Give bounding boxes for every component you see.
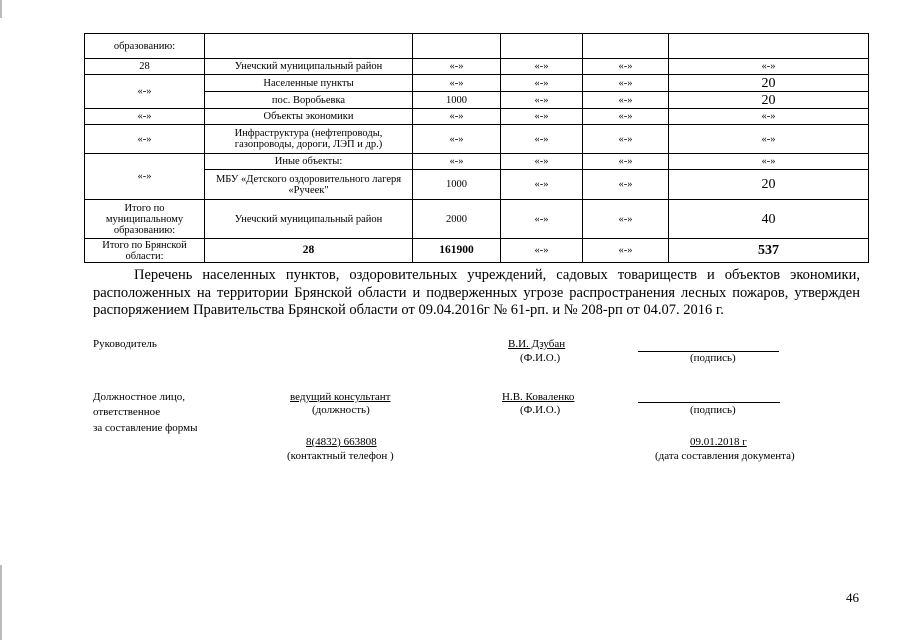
table-cell: 20 xyxy=(669,75,869,92)
table-cell: 40 xyxy=(669,200,869,239)
table-cell: Унечский муниципальный район xyxy=(205,59,413,75)
table-cell xyxy=(413,34,501,59)
table-cell: 537 xyxy=(669,239,869,263)
table-row xyxy=(85,200,869,239)
scan-edge-top xyxy=(0,0,2,18)
table-cell: «-» xyxy=(413,75,501,92)
table-cell-group: «-» xyxy=(85,75,205,109)
table-row xyxy=(85,109,869,125)
page-number: 46 xyxy=(846,590,859,605)
table-cell: 28 xyxy=(205,239,413,263)
table-cell: образованию: xyxy=(85,34,205,59)
table-cell: 161900 xyxy=(413,239,501,263)
table-row xyxy=(85,154,869,170)
table-cell: «-» xyxy=(501,125,583,154)
table-cell xyxy=(583,34,669,59)
table-cell: «-» xyxy=(501,75,583,92)
table-cell: Итого по муниципальному образованию: xyxy=(85,200,205,239)
table-cell: «-» xyxy=(583,200,669,239)
fire-risk-table xyxy=(84,33,869,263)
date-value: 09.01.2018 г xyxy=(690,436,747,448)
table-cell: Иные объекты: xyxy=(205,154,413,170)
date-caption: (дата составления документа) xyxy=(655,450,795,462)
table-cell: Инфраструктура (нефтепроводы, газопроводы, дороги, ЛЭП и др.) xyxy=(205,125,413,154)
table-cell-group: «-» xyxy=(85,154,205,200)
table-cell: «-» xyxy=(669,59,869,75)
official-label-line-2: ответственное xyxy=(93,406,161,418)
official-label-line-3: за составление формы xyxy=(93,422,198,434)
table-cell: «-» xyxy=(501,170,583,200)
table-cell: МБУ «Детского оздоровительного лагеря «Ручеек" xyxy=(205,170,413,200)
table-cell: 1000 xyxy=(413,170,501,200)
table-cell: «-» xyxy=(669,109,869,125)
table-cell: «-» xyxy=(413,154,501,170)
table-row xyxy=(85,125,869,154)
official-sign-caption: (подпись) xyxy=(690,404,736,416)
table-cell: «-» xyxy=(669,125,869,154)
table-cell: 1000 xyxy=(413,92,501,109)
table-cell: «-» xyxy=(501,154,583,170)
table-cell: «-» xyxy=(583,75,669,92)
table-cell: «-» xyxy=(583,109,669,125)
official-name: Н.В. Коваленко xyxy=(502,391,575,403)
scan-edge-bottom xyxy=(0,565,2,640)
table-cell: 20 xyxy=(669,92,869,109)
table-row-total xyxy=(85,239,869,263)
table-cell: «-» xyxy=(583,170,669,200)
table-cell: «-» xyxy=(85,125,205,154)
table-cell xyxy=(205,34,413,59)
table-cell: «-» xyxy=(501,92,583,109)
table-cell: «-» xyxy=(669,154,869,170)
table-cell: «-» xyxy=(583,239,669,263)
official-signature-line xyxy=(638,402,780,403)
head-fio-caption: (Ф.И.О.) xyxy=(520,352,561,364)
table-cell: 20 xyxy=(669,170,869,200)
table-cell: «-» xyxy=(583,92,669,109)
approval-paragraph: Перечень населенных пунктов, оздоровительных учреждений, садовых товариществ и объектов экономики, расположенных на территории Брянской области и подверженных угрозе распространения лесных пожаров, утвержден распоряжением Правительства Брянской области от 09.04.2016г № 61-рп. и № 208-рп от 04.07. 2016 г. xyxy=(93,267,860,318)
table-cell: «-» xyxy=(413,59,501,75)
table-cell: пос. Воробьевка xyxy=(205,92,413,109)
phone-caption: (контактный телефон ) xyxy=(287,450,394,462)
table-cell: «-» xyxy=(413,109,501,125)
position-value: ведущий консультант xyxy=(290,391,391,403)
head-label: Руководитель xyxy=(93,338,157,350)
official-label-line-1: Должностное лицо, xyxy=(93,391,185,403)
table-cell xyxy=(669,34,869,59)
table-cell xyxy=(501,34,583,59)
phone-value: 8(4832) 663808 xyxy=(306,436,377,448)
table-cell: Объекты экономики xyxy=(205,109,413,125)
table-cell: Унечский муниципальный район xyxy=(205,200,413,239)
table-cell: «-» xyxy=(501,239,583,263)
table-cell: 28 xyxy=(85,59,205,75)
table-row xyxy=(85,59,869,75)
table-cell: «-» xyxy=(583,154,669,170)
table-cell: Итого по Брянской области: xyxy=(85,239,205,263)
position-caption: (должность) xyxy=(312,404,370,416)
table-cell: «-» xyxy=(501,200,583,239)
table-cell: «-» xyxy=(501,109,583,125)
table-cell: «-» xyxy=(583,59,669,75)
table-row xyxy=(85,34,869,59)
table-cell: «-» xyxy=(85,109,205,125)
table-cell: Населенные пункты xyxy=(205,75,413,92)
head-name: В.И. Дзубан xyxy=(508,338,566,350)
table-row xyxy=(85,75,869,92)
official-fio-caption: (Ф.И.О.) xyxy=(520,404,561,416)
head-sign-caption: (подпись) xyxy=(690,352,736,364)
table-cell: «-» xyxy=(583,125,669,154)
table-cell: 2000 xyxy=(413,200,501,239)
table-cell: «-» xyxy=(413,125,501,154)
table-cell: «-» xyxy=(501,59,583,75)
